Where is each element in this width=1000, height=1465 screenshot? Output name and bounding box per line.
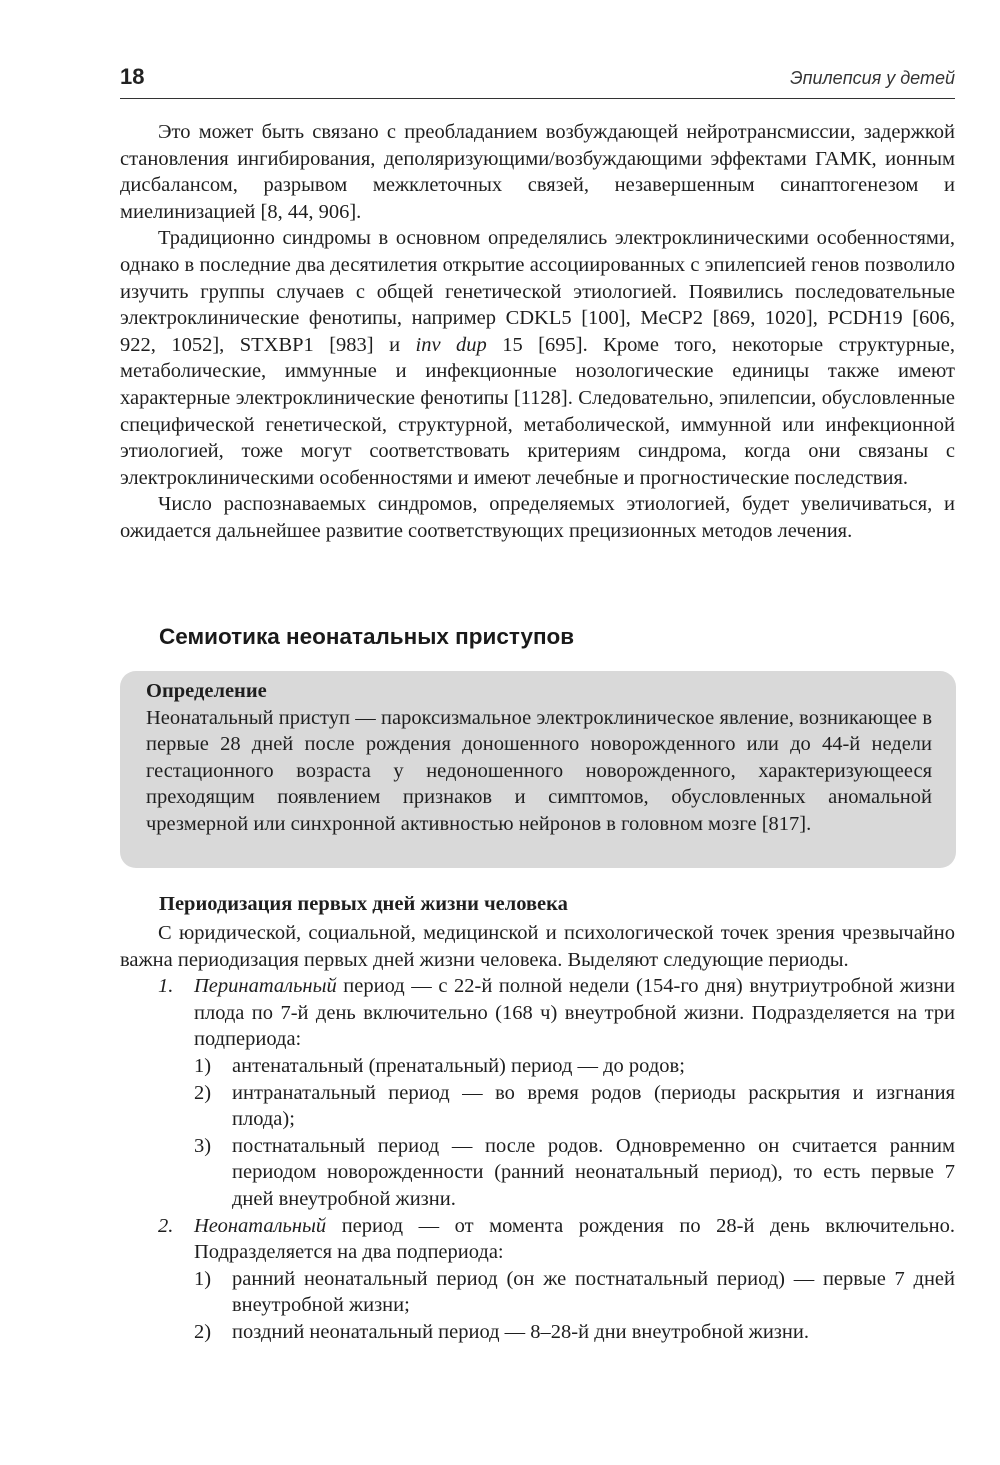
italic-term: inv dup: [415, 333, 487, 356]
subperiod-item: 2) интранатальный период — во время родов (периоды раскрытия и изгнания плода);: [194, 1081, 955, 1131]
subperiod-list: [120, 1053, 955, 1213]
period-item: 2. Неонатальный период — от момента рождения по 28-й день включительно. Подразделяется на два подпериода:: [158, 1214, 955, 1264]
periodization-intro: С юридической, социальной, медицинской и психологической точек зрения чрезвычайно важна периодизация первых дней жизни человека. Выделяют следующие периоды.: [120, 922, 955, 971]
paragraph: Традиционно синдромы в основном определялись электроклиническими особенностями, однако в последние два десятилетия открытие ассоциированных с эпилепсией генов позволило изучить группы случаев с общей генетической этиологией. Появились последовательные электроклинические фенотипы, например CDKL5 [100], MeCP2 [869, 1020], PCDH19 [606, 922, 1052], STXBP1 [983] и inv dup 15 [695]. Кроме того, некоторые структурные, метаболические, иммунные и инфекционные нозологические единицы также имеют характерные электроклинические фенотипы [1128]. Следовательно, эпилепсии, обусловленные специфической генетической, структурной, метаболической, иммунной или инфекционной этиологией, тоже могут соответствовать критериям синдрома, когда они связаны с электроклиническими особенностями и имеют лечебные и прогностические последствия.: [120, 227, 955, 489]
intro-text: [120, 119, 955, 545]
definition-text: Неонатальный приступ — пароксизмальное электроклиническое явление, возникающее в первые 28 дней после рождения доношенного новорожденного или до 44-й недели гестационного возраста у недоношенного новорожденного, характеризующееся преходящим появлением признаков и симптомов, обусловленных аномальной чрезмерной или синхронной активностью нейронов в головном мозге [817].: [146, 706, 932, 835]
page-number: 18: [120, 64, 145, 89]
period-number: 2.: [158, 1214, 174, 1237]
definition-title: Определение: [146, 680, 267, 702]
page-header: [120, 62, 955, 99]
definition-box: [120, 671, 956, 868]
subperiod-item: 1) ранний неонатальный период (он же постнатальный период) — первые 7 дней внеутробной жизни;: [194, 1267, 955, 1317]
section-heading: Семиотика неонатальных приступов: [159, 624, 575, 649]
paragraph: Это может быть связано с преобладанием возбуждающей нейротрансмиссии, задержкой становления ингибирования, деполяризующими/возбуждающими эффектами ГАМК, ионным дисбалансом, разрывом межклеточных связей, незавершенным синаптогенезом и миелинизацией [8, 44, 906].: [120, 121, 955, 223]
periodization-heading: Периодизация первых дней жизни человека: [159, 893, 568, 915]
period-item: 1. Перинатальный период — с 22-й полной недели (154-го дня) внутриутробной жизни плода по 7-й день включительно (168 ч) внеутробной жизни. Подразделяется на три подпериода:: [158, 975, 955, 1051]
subperiod-list: [120, 1266, 955, 1346]
period-name: Неонатальный: [194, 1214, 327, 1237]
subperiod-item: 3) постнатальный период — после родов. Одновременно он считается ранним периодом новорожденности (ранний неонатальный период), то есть первые 7 дней внеутробной жизни.: [194, 1134, 955, 1210]
running-title: Эпилепсия у детей: [790, 68, 955, 88]
subperiod-item: 1) антенатальный (пренатальный) период — до родов;: [194, 1054, 685, 1077]
period-name: Перинатальный: [194, 975, 337, 998]
periodization-list: [120, 920, 955, 1346]
paragraph: Число распознаваемых синдромов, определяемых этиологией, будет увеличиваться, и ожидается дальнейшее развитие соответствующих прецизионных методов лечения.: [120, 493, 955, 542]
period-number: 1.: [158, 975, 174, 998]
subperiod-item: 2) поздний неонатальный период — 8–28-й дни внеутробной жизни.: [194, 1320, 809, 1343]
